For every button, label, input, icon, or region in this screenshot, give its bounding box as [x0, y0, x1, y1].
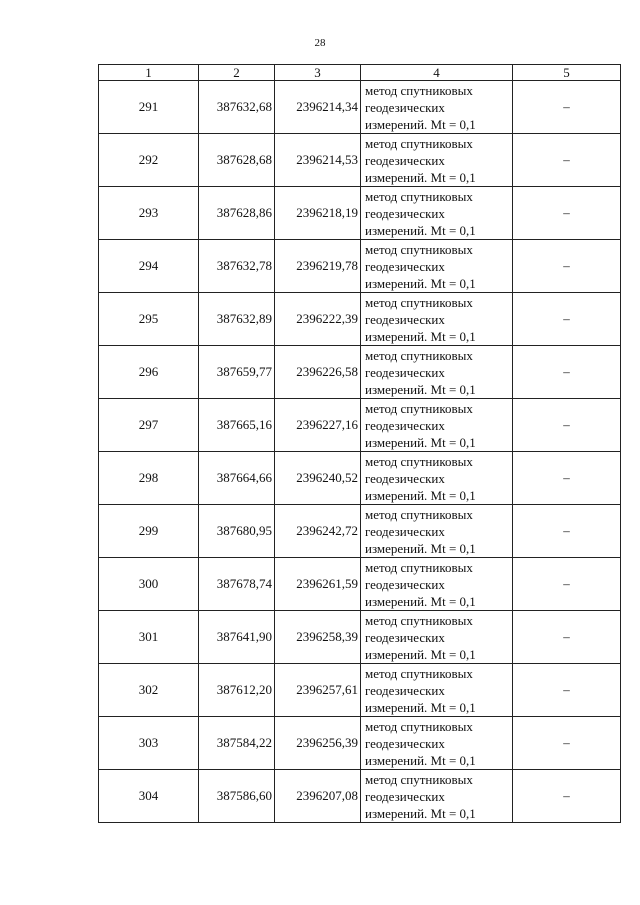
note-cell: –: [513, 134, 621, 187]
method-cell: [361, 134, 513, 187]
page-number: 28: [314, 37, 326, 49]
note-cell: –: [513, 293, 621, 346]
x-coordinate-cell: 387680,95: [199, 505, 275, 558]
x-coordinate-cell: 387612,20: [199, 664, 275, 717]
method-line: измерений. Mt = 0,1: [365, 487, 476, 503]
point-number-cell: 295: [99, 293, 199, 346]
table-row: [99, 81, 621, 134]
y-coordinate-cell: 2396219,78: [275, 240, 361, 293]
method-line: метод спутниковых: [365, 559, 473, 575]
table-row: [99, 717, 621, 770]
method-line: измерений. Mt = 0,1: [365, 328, 476, 344]
method-line: метод спутниковых: [365, 665, 473, 681]
method-line: измерений. Mt = 0,1: [365, 169, 476, 185]
method-line: метод спутниковых: [365, 347, 473, 363]
method-line: метод спутниковых: [365, 82, 473, 98]
table-row: [99, 505, 621, 558]
column-header-5: 5: [513, 65, 621, 81]
note-cell: –: [513, 505, 621, 558]
method-cell: [361, 505, 513, 558]
y-coordinate-cell: 2396258,39: [275, 611, 361, 664]
y-coordinate-cell: 2396218,19: [275, 187, 361, 240]
method-line: геодезических: [365, 152, 445, 168]
point-number-cell: 304: [99, 770, 199, 823]
method-line: измерений. Mt = 0,1: [365, 222, 476, 238]
method-cell: [361, 717, 513, 770]
note-cell: –: [513, 717, 621, 770]
table-header-row: [99, 65, 621, 81]
method-line: измерений. Mt = 0,1: [365, 646, 476, 662]
table-row: [99, 187, 621, 240]
x-coordinate-cell: 387628,68: [199, 134, 275, 187]
method-line: геодезических: [365, 682, 445, 698]
method-cell: [361, 293, 513, 346]
point-number-cell: 299: [99, 505, 199, 558]
point-number-cell: 301: [99, 611, 199, 664]
column-header-2: 2: [199, 65, 275, 81]
point-number-cell: 293: [99, 187, 199, 240]
method-line: геодезических: [365, 205, 445, 221]
table-row: [99, 452, 621, 505]
coordinates-table: [98, 64, 621, 823]
method-line: геодезических: [365, 258, 445, 274]
method-cell: [361, 240, 513, 293]
note-cell: –: [513, 187, 621, 240]
method-cell: [361, 81, 513, 134]
method-line: метод спутниковых: [365, 771, 473, 787]
coordinates-table-body: [99, 65, 621, 823]
method-line: метод спутниковых: [365, 241, 473, 257]
method-line: измерений. Mt = 0,1: [365, 805, 476, 821]
point-number-cell: 291: [99, 81, 199, 134]
method-line: измерений. Mt = 0,1: [365, 752, 476, 768]
point-number-cell: 298: [99, 452, 199, 505]
method-line: метод спутниковых: [365, 506, 473, 522]
method-line: геодезических: [365, 735, 445, 751]
x-coordinate-cell: 387632,78: [199, 240, 275, 293]
method-line: измерений. Mt = 0,1: [365, 540, 476, 556]
table-row: [99, 293, 621, 346]
note-cell: –: [513, 399, 621, 452]
x-coordinate-cell: 387659,77: [199, 346, 275, 399]
note-cell: –: [513, 81, 621, 134]
table-row: [99, 664, 621, 717]
note-cell: –: [513, 664, 621, 717]
x-coordinate-cell: 387632,89: [199, 293, 275, 346]
table-row: [99, 611, 621, 664]
method-line: метод спутниковых: [365, 612, 473, 628]
point-number-cell: 300: [99, 558, 199, 611]
method-cell: [361, 611, 513, 664]
method-line: геодезических: [365, 629, 445, 645]
method-line: геодезических: [365, 364, 445, 380]
y-coordinate-cell: 2396240,52: [275, 452, 361, 505]
point-number-cell: 296: [99, 346, 199, 399]
point-number-cell: 297: [99, 399, 199, 452]
method-line: измерений. Mt = 0,1: [365, 275, 476, 291]
x-coordinate-cell: 387641,90: [199, 611, 275, 664]
point-number-cell: 294: [99, 240, 199, 293]
method-line: геодезических: [365, 788, 445, 804]
point-number-cell: 302: [99, 664, 199, 717]
method-line: метод спутниковых: [365, 400, 473, 416]
point-number-cell: 292: [99, 134, 199, 187]
note-cell: –: [513, 240, 621, 293]
note-cell: –: [513, 558, 621, 611]
method-cell: [361, 187, 513, 240]
column-header-3: 3: [275, 65, 361, 81]
y-coordinate-cell: 2396256,39: [275, 717, 361, 770]
method-line: измерений. Mt = 0,1: [365, 381, 476, 397]
method-line: измерений. Mt = 0,1: [365, 116, 476, 132]
column-header-4: 4: [361, 65, 513, 81]
y-coordinate-cell: 2396242,72: [275, 505, 361, 558]
y-coordinate-cell: 2396226,58: [275, 346, 361, 399]
table-row: [99, 770, 621, 823]
method-line: метод спутниковых: [365, 453, 473, 469]
method-line: геодезических: [365, 311, 445, 327]
table-row: [99, 134, 621, 187]
table-row: [99, 399, 621, 452]
method-line: измерений. Mt = 0,1: [365, 593, 476, 609]
y-coordinate-cell: 2396214,34: [275, 81, 361, 134]
method-line: метод спутниковых: [365, 188, 473, 204]
method-line: измерений. Mt = 0,1: [365, 699, 476, 715]
y-coordinate-cell: 2396222,39: [275, 293, 361, 346]
x-coordinate-cell: 387632,68: [199, 81, 275, 134]
method-line: метод спутниковых: [365, 294, 473, 310]
table-row: [99, 558, 621, 611]
y-coordinate-cell: 2396207,08: [275, 770, 361, 823]
method-line: геодезических: [365, 99, 445, 115]
note-cell: –: [513, 346, 621, 399]
method-cell: [361, 346, 513, 399]
method-cell: [361, 770, 513, 823]
y-coordinate-cell: 2396261,59: [275, 558, 361, 611]
method-line: геодезических: [365, 417, 445, 433]
method-cell: [361, 399, 513, 452]
method-line: измерений. Mt = 0,1: [365, 434, 476, 450]
method-line: геодезических: [365, 470, 445, 486]
x-coordinate-cell: 387584,22: [199, 717, 275, 770]
method-line: геодезических: [365, 576, 445, 592]
x-coordinate-cell: 387664,66: [199, 452, 275, 505]
x-coordinate-cell: 387665,16: [199, 399, 275, 452]
note-cell: –: [513, 452, 621, 505]
x-coordinate-cell: 387628,86: [199, 187, 275, 240]
method-cell: [361, 664, 513, 717]
y-coordinate-cell: 2396227,16: [275, 399, 361, 452]
table-row: [99, 240, 621, 293]
method-cell: [361, 452, 513, 505]
table-row: [99, 346, 621, 399]
method-line: метод спутниковых: [365, 135, 473, 151]
note-cell: –: [513, 611, 621, 664]
x-coordinate-cell: 387586,60: [199, 770, 275, 823]
point-number-cell: 303: [99, 717, 199, 770]
method-line: метод спутниковых: [365, 718, 473, 734]
x-coordinate-cell: 387678,74: [199, 558, 275, 611]
note-cell: –: [513, 770, 621, 823]
y-coordinate-cell: 2396214,53: [275, 134, 361, 187]
method-cell: [361, 558, 513, 611]
column-header-1: 1: [99, 65, 199, 81]
method-line: геодезических: [365, 523, 445, 539]
y-coordinate-cell: 2396257,61: [275, 664, 361, 717]
